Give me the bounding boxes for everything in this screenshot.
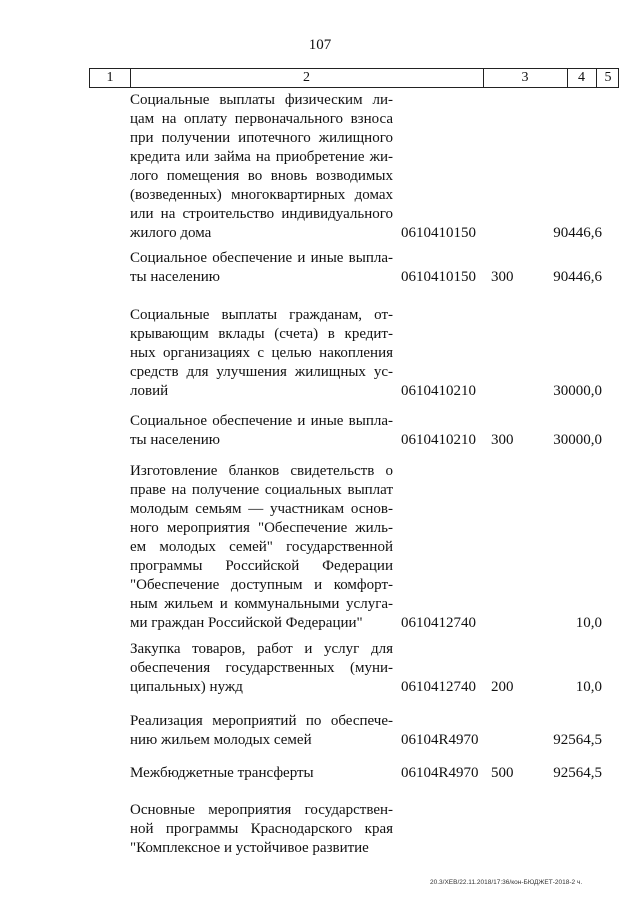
footer-stamp: 20.3/ХЕВ/22.11.2018/17:36/кон-БЮДЖЕТ-2018-2 ч. <box>430 879 583 886</box>
row-code: 06104R4970 <box>401 765 479 781</box>
description-line: Межбюджетные трансферты <box>130 765 314 781</box>
description-line: ты населению <box>130 432 220 448</box>
description-line: Социальное обеспечение и иные выпла- <box>130 413 393 429</box>
description-line: "Обеспечение доступным и комфорт- <box>130 577 393 593</box>
row-amount: 10,0 <box>575 679 602 695</box>
description-line: Изготовление бланков свидетельств о <box>130 463 393 479</box>
row-amount: 90446,6 <box>553 269 602 285</box>
row-amount: 92564,5 <box>553 765 602 781</box>
row-type: 300 <box>491 432 514 448</box>
description-line: крывающим вклады (счета) в кредит- <box>130 326 393 342</box>
description-line: ловий <box>130 383 169 399</box>
description-line: (возведенных) многоквартирных домах <box>130 187 393 203</box>
description-line: ты населению <box>130 269 220 285</box>
row-code: 0610412740 <box>401 615 476 631</box>
description-line: средств для улучшения жилищных ус- <box>130 364 393 380</box>
row-amount: 30000,0 <box>553 432 602 448</box>
row-description <box>130 412 393 450</box>
row-amount: 10,0 <box>575 615 602 631</box>
description-line: Закупка товаров, работ и услуг для <box>130 641 393 657</box>
description-line: "Комплексное и устойчивое развитие <box>130 840 369 856</box>
description-line: жилого дома <box>130 225 212 241</box>
description-line: ной программы Краснодарского края <box>130 821 393 837</box>
row-description <box>130 249 393 287</box>
row-type: 300 <box>491 269 514 285</box>
description-line: при получении ипотечного жилищного <box>130 130 393 146</box>
description-line: лого помещения во вновь возводимых <box>130 168 393 184</box>
description-line: цам на оплату первоначального взноса <box>130 111 393 127</box>
description-line: ным жильем и коммунальными услуга- <box>130 596 393 612</box>
table-header <box>89 68 619 88</box>
row-type: 200 <box>491 679 514 695</box>
description-line: ных организациях с целью накопления <box>130 345 393 361</box>
row-description <box>130 306 393 401</box>
header-col-3: 3 <box>521 70 529 85</box>
description-line: праве на получение социальных выплат <box>130 482 393 498</box>
description-line: Реализация мероприятий по обеспече- <box>130 713 393 729</box>
row-description <box>130 462 393 633</box>
description-line: Социальные выплаты гражданам, от- <box>130 307 393 323</box>
row-description <box>130 640 393 697</box>
description-line: ми граждан Российской Федерации" <box>130 615 363 631</box>
header-col-5: 5 <box>604 70 612 85</box>
description-line: программы Российской Федерации <box>130 558 393 574</box>
description-line: молодым семьям — участникам основ- <box>130 501 393 517</box>
row-code: 0610412740 <box>401 679 476 695</box>
row-code: 0610410150 <box>401 225 476 241</box>
row-description <box>130 764 393 783</box>
description-line: ного мероприятия "Обеспечение жиль- <box>130 520 393 536</box>
row-code: 0610410210 <box>401 383 476 399</box>
row-code: 0610410210 <box>401 432 476 448</box>
description-line: ем молодых семей" государственной <box>130 539 393 555</box>
description-line: Социальное обеспечение и иные выпла- <box>130 250 393 266</box>
description-line: Социальные выплаты физическим ли- <box>130 92 393 108</box>
description-line: нию жильем молодых семей <box>130 732 312 748</box>
row-code: 06104R4970 <box>401 732 479 748</box>
row-code: 0610410150 <box>401 269 476 285</box>
header-col-1: 1 <box>106 70 114 85</box>
header-col-4: 4 <box>578 70 585 85</box>
description-line: обеспечения государственных (муни- <box>130 660 393 676</box>
description-line: Основные мероприятия государствен- <box>130 802 393 818</box>
row-description <box>130 712 393 750</box>
description-line: или на строительство индивидуального <box>130 206 393 222</box>
row-amount: 92564,5 <box>553 732 602 748</box>
page-number: 107 <box>308 37 332 53</box>
header-col-2: 2 <box>303 70 310 85</box>
row-type: 500 <box>491 765 514 781</box>
row-description <box>130 801 393 858</box>
row-description <box>130 91 393 243</box>
row-amount: 90446,6 <box>553 225 602 241</box>
description-line: ципальных) нужд <box>130 679 243 695</box>
description-line: кредита или займа на приобретение жи- <box>130 149 393 165</box>
row-amount: 30000,0 <box>553 383 602 399</box>
